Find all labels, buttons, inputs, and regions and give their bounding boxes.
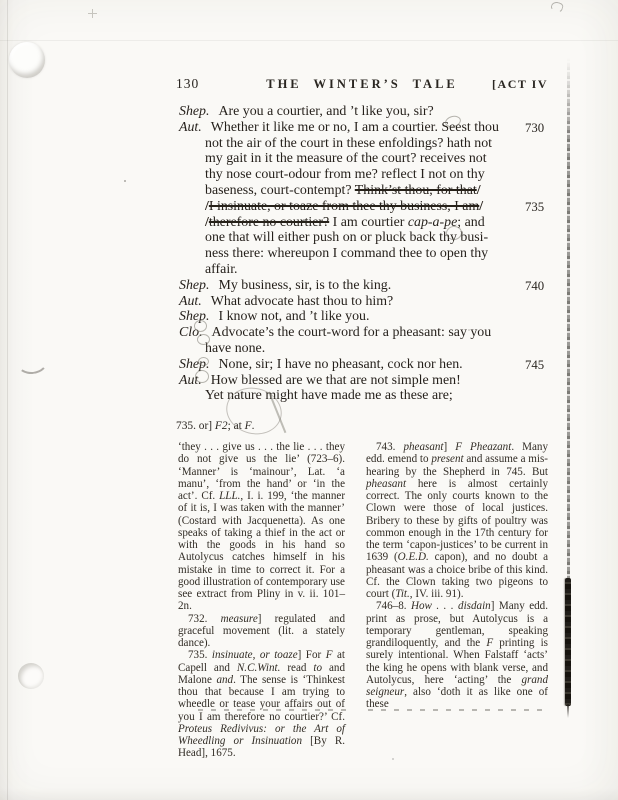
commentary-note [178,613,345,650]
text-segment: . The sense is ‘Thinkest thou that because I am trying to wheedle or tease your affairs out of you I am therefore no courtier?’ Cf. [178,673,345,723]
pencil-mark-autolycus [195,370,209,383]
commentary-left-column [178,441,345,760]
text-segment: here is almost certainly correct. The only courts known to the Clown were those of local justices. Bribery to these by gifts of poultry was common enough in the 17th century for the term ‘capon-justices’ to be current in 1639 ( [366,477,548,564]
commentary-right-column [366,441,548,711]
page-left-edge [7,0,8,800]
italic-text: measure [220,612,258,625]
text-segment: , also ‘doth it as like one of these [366,686,548,711]
play-line [179,325,519,341]
act-scene-header: [ACT IV [492,77,548,91]
play-line [179,183,519,199]
speech-prefix: Shep. [179,104,210,119]
play-line [179,341,519,357]
play-line [179,294,519,310]
commentary-note [178,441,345,613]
scan-speck [124,180,126,182]
text-segment: My business, sir, is to the king. [218,277,392,293]
text-segment: Are you a courtier, and ’t like you, sir? [218,104,434,119]
italic-text: insinuate, or toaze [211,649,298,662]
italic-text: F [486,637,494,649]
italic-text: Proteus Redivivus: or the Art of Wheedling or Insinuation [178,722,345,747]
speech-prefix: Aut. [179,372,202,388]
text-segment: and assume a mis-hearing by the Shepherd in 745. But [366,453,549,478]
italic-text: pheasant [366,477,407,490]
hole-punch-bottom [18,663,44,689]
italic-text: present [431,453,464,466]
italic-text: to [313,661,323,674]
text-segment: ] [443,441,456,453]
text-segment: and Malone [178,661,346,686]
text-segment: affair. [205,261,238,277]
speech-prefix: Clo. [179,325,203,341]
italic-text: cap-a-pe [407,214,458,230]
text-segment: 732. [188,612,221,625]
commentary-note [366,441,548,600]
struck-text: therefore no courtier? [208,214,330,230]
text-segment: I am courtier [329,214,408,230]
faded-cutoff-line-left [198,709,348,711]
speech-prefix: Aut. [179,119,202,135]
text-segment: ; and [457,214,485,230]
text-segment: What advocate hast thou to him? [210,293,394,309]
play-line [179,136,519,152]
play-line [179,167,519,183]
play-line [179,119,545,136]
text-segment: How blessed are we that are not simple men! [210,372,461,388]
italic-text: How . . . disdain [410,600,491,613]
italic-text: N.C.Wint. [236,661,281,674]
line-number: 730 [525,120,545,135]
line-number: 745 [525,357,545,372]
play-line [179,277,545,294]
text-segment: None, sir; I have no pheasant, cock nor hen. [218,356,463,372]
play-line [179,373,519,389]
text-segment: ] For [297,649,326,662]
italic-text: LLL. [219,490,241,502]
scan-artifact-right-stripe-dark [565,578,571,706]
text-segment: ] regulated and graceful movement (lit. a stately dance). [178,612,346,649]
text-segment: 735. [188,649,212,662]
commentary-note [178,649,345,759]
text-segment: . Many edd. emend to [366,441,548,466]
text-segment: ‘they . . . give us . . . the lie . . . they do not give us the lie’ (723–6). ‘Manner’ is ‘mainour’, Lat. ‘a manu’, ‘from the hand’ or ‘in the act’. Cf. [178,441,345,502]
scan-artifact-right-stripe [567,58,570,580]
hand-slash: / [479,198,484,214]
pencil-mark-shepherd-2 [198,357,209,366]
struck-text: Think’st thou, for that [354,182,477,198]
speech-prefix: Shep. [179,356,210,372]
play-text-block [179,104,545,404]
hole-punch-middle [15,346,50,375]
italic-text: pheasant [403,441,444,453]
play-line [179,151,519,167]
text-segment: Advocate’s the court-word for a pheasant: say you [211,325,492,341]
play-line [179,309,519,325]
italic-text: O.E.D. [397,551,429,564]
play-line [179,215,519,231]
speech-prefix: Aut. [179,293,202,309]
play-line [179,262,519,278]
text-segment: capon), and no doubt a pheasant was a choice bribe of this kind. Cf. the Clown taking two pigeons to court ( [366,551,548,600]
italic-text: grand seigneur [366,673,548,698]
hand-slash: / [476,182,481,198]
scan-artifact-right-stripe-tail [567,704,569,718]
text-segment: ness there: whereupon I command thee to open thy [205,246,489,262]
play-line [179,246,519,262]
scan-artifact-plus-mark [88,9,97,18]
text-segment: 735. or] [176,420,215,432]
play-line [179,230,519,246]
line-number: 740 [525,278,545,293]
text-segment: at Capell and [178,649,345,674]
hand-slash: / [205,214,209,230]
text-segment: my gait in it the measure of the court? receives not [205,151,487,167]
scan-speck [392,758,394,760]
text-segment: ; at [227,420,245,432]
text-segment: Whether it like me or no, I am a courtier. Seest thou [210,119,499,135]
text-segment: Yet nature might have made me as these are; [205,388,453,404]
text-segment: printing is surely intentional. When Falstaff ‘acts’ the king he opens with blank verse, and Autolycus, here ‘acting’ the [366,637,548,686]
pencil-mark-clown [197,334,210,345]
line-number: 735 [525,199,545,214]
text-segment: one that will either push on or pluck back thy busi- [205,230,489,246]
text-segment: 746–8. [376,600,411,613]
text-segment: ] Many edd. print as prose, but Autolycus is a temporary gentleman, speaking grandiloquently, and the [366,600,549,649]
italic-text: F Pheazant [455,441,512,453]
italic-text: F [244,420,252,432]
commentary-note [366,600,548,710]
text-segment: baseness, court-contempt? [205,182,355,198]
page-header [176,76,548,94]
text-segment: read [280,661,314,674]
faded-cutoff-line-right [368,709,544,711]
speech-prefix: Shep. [179,309,210,325]
text-segment: . [251,420,255,432]
text-segment: 743. [376,441,404,453]
play-line [179,198,545,215]
text-segment: I know not, and ’t like you. [218,309,370,325]
page-bottom-shade [0,788,618,800]
hand-slash: / [205,198,209,214]
scan-artifact-corner-mark [550,0,565,13]
hole-punch-top [9,42,45,78]
italic-text: F2 [214,420,228,432]
running-title: THE WINTER’S TALE [266,77,458,91]
text-segment: , I. i. 199, ‘the manner of it is, I was taken with the manner’ (Costard with Jacquenetta). As one speaks of taking a thief in the act or with the goods in his hand so Autolycus catches himself in his mistake in time to correct it. For a good illustration of contemporary use see extract from Pliny in v. ii. 101–2n. [178,490,346,613]
text-segment: not the air of the court in these enfoldings? hath not [205,135,492,151]
page-number: 130 [176,76,200,91]
speech-prefix: Shep. [179,277,210,293]
text-segment: have none. [205,340,266,356]
struck-text: I insinuate, or toaze from thee thy business, I am [208,198,480,214]
italic-text: Tit. [395,588,410,600]
text-segment: [By R. Head], 1675. [178,735,345,760]
play-line [179,104,519,120]
italic-text: and [216,673,234,686]
text-segment: thy nose court-odour from me? reflect I not on thy [205,167,485,183]
text-segment: , IV. iii. 91). [409,588,464,600]
scan-artifact-line [0,40,618,41]
pencil-mark-shepherd [194,320,207,332]
italic-text: F [325,649,333,662]
play-line [179,356,545,373]
